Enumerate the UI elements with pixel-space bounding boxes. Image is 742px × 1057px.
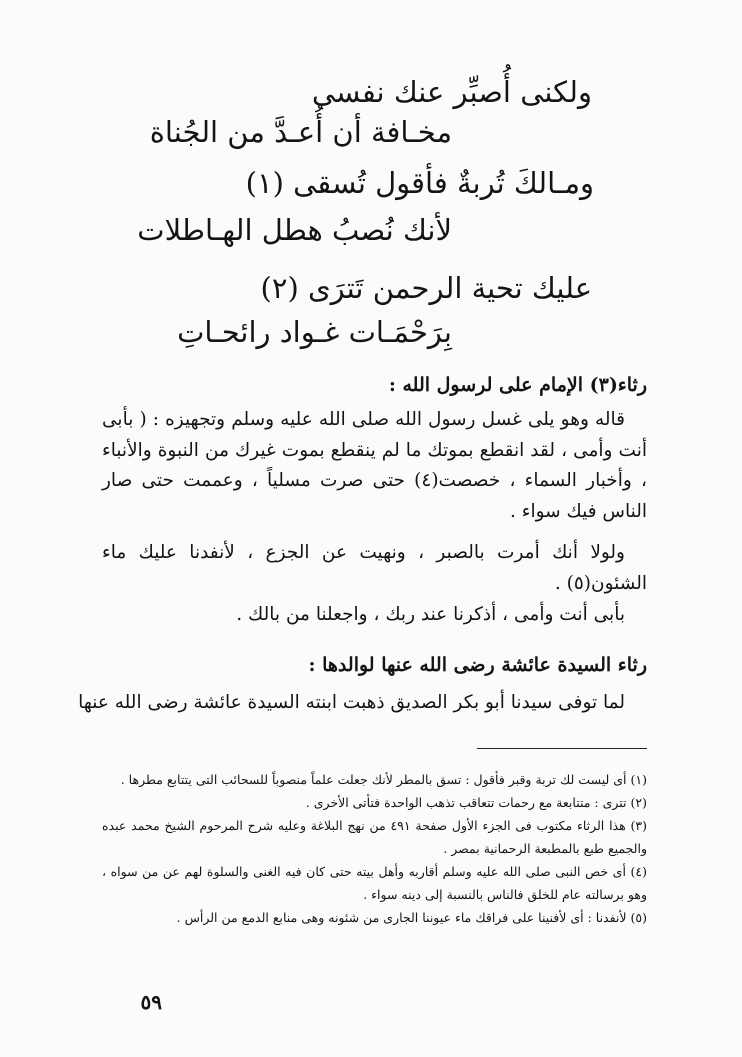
footnote-2: (٢) تترى : متتابعة مع رحمات تتعاقب تذهب الواحدة فتأتى الأخرى . — [305, 795, 647, 810]
footnote-divider — [477, 748, 647, 749]
paragraph-aisha-1: لما توفى سيدنا أبو بكر الصديق ذهبت ابنته السيدة عائشة رضى الله عنها — [78, 692, 625, 713]
footnote-3: (٣) هذا الرثاء مكتوب فى الجزء الأول صفحة ٤٩١ من نهج البلاغة وعليه شرح المرحوم الشيخ محمد عبده والجميع طبع بالمطبعة الرحمانية بمصر . — [102, 818, 647, 856]
poem-verse-4: لأنك نُصبُ هطل الهـاطلات — [137, 213, 452, 247]
section-heading-aisha-elegy: رثاء السيدة عائشة رضى الله عنها لوالدها : — [308, 654, 647, 676]
poem-verse-2: مخـافة أن أُعـدَّ من الجُناة — [149, 115, 452, 149]
paragraph-ali-1: قاله وهو يلى غسل رسول الله صلى الله عليه وسلم وتجهيزه : ( بأبى أنت وأمى ، لقد انقطع بموتك ما لم ينقطع بموت غيرك من النبوة والأنباء ، وأخبار السماء ، خصصت(٤) حتى صرت مسلياً ، وعممت حتى صار الناس فيك سواء . — [102, 409, 647, 522]
footnote-1: (١) أى ليست لك تربة وقبر فأقول : تسق بالمطر لأنك جعلت علماً منصوباً للسحائب التى يتتابع مطرها . — [120, 772, 647, 787]
footnote-5: (٥) لأنفدنا : أى لأفنينا على فراقك ماء عيوننا الجارى من شئونه وهى منابع الدمع من الرأس . — [176, 910, 647, 925]
footnote-4: (٤) أى خص النبى صلى الله عليه وسلم أقاربه وأهل بيته حتى كان فيه الغنى والسلوة لهم عن من سواه ، وهو برسالته عام للخلق فالناس بالنسبة إلى دينه سواء . — [102, 864, 647, 902]
poem-verse-5: عليك تحية الرحمن تَترَى (٢) — [260, 271, 592, 305]
page-number: ٥٩ — [140, 990, 162, 1014]
poem-verse-1: ولكنى أُصبِّر عنك نفسى — [311, 75, 592, 109]
poem-verse-6: بِرَحْمَـات غـواد رائحـاتِ — [177, 315, 452, 349]
paragraph-ali-2: ولولا أنك أمرت بالصبر ، ونهيت عن الجزع ، لأنفدنا عليك ماء الشئون(٥) . — [102, 542, 647, 594]
poem-verse-3: ومـالكَ تُربةٌ فأقول تُسقى (١) — [245, 166, 594, 200]
paragraph-ali-3: بأبى أنت وأمى ، أذكرنا عند ربك ، واجعلنا من بالك . — [236, 604, 625, 625]
section-heading-ali-elegy: رثاء(٣) الإمام على لرسول الله : — [388, 374, 647, 396]
footnotes — [102, 768, 647, 929]
